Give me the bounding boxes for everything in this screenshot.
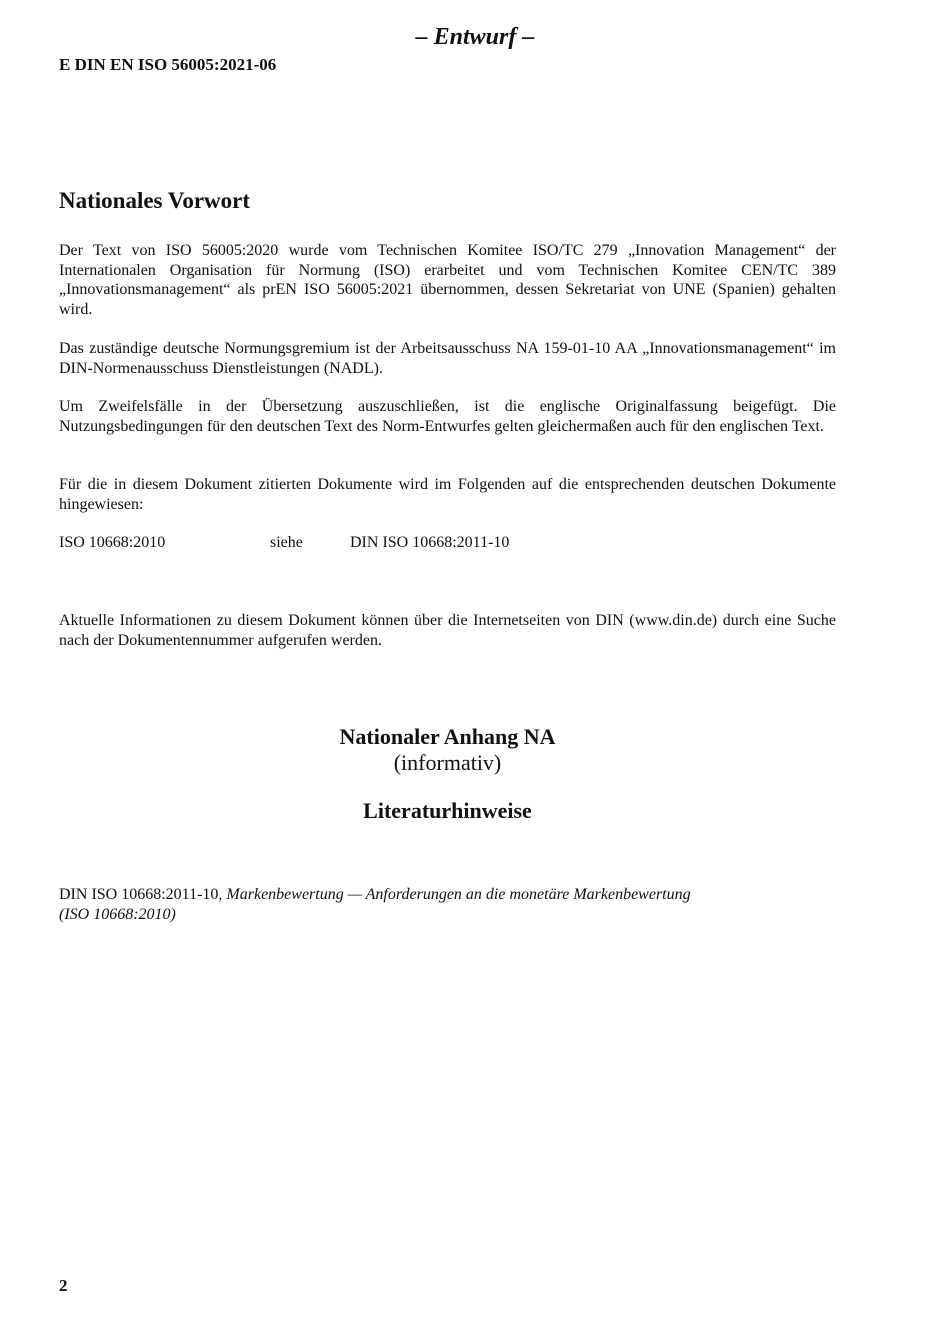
reference-see: siehe (270, 534, 303, 551)
bibliography-ref: DIN ISO 10668:2011-10, (59, 886, 223, 903)
annex-subtitle: (informativ) (393, 750, 502, 775)
foreword-paragraph-4: Für die in diesem Dokument zitierten Dokumente wird im Folgenden auf die entsprechenden deutschen Dokumente hingewiesen: (59, 476, 836, 513)
foreword-paragraph-2: Das zuständige deutsche Normungsgremium ist der Arbeitsausschuss NA 159-01-10 AA „Innovationsmanagement“ im DIN-Normenausschuss Dienstleistungen (NADL). (59, 340, 836, 377)
bibliography-entry (59, 885, 836, 924)
draft-mark: – Entwurf – (415, 24, 535, 50)
info-paragraph: Aktuelle Informationen zu diesem Dokument können über die Internetseiten von DIN (www.din.de) durch eine Suche nach der Dokumentennummer aufgerufen werden. (59, 612, 836, 649)
bibliography-title-text: Markenbewertung — Anforderungen an die monetäre Markenbewertung (226, 886, 691, 903)
document-id: E DIN EN ISO 56005:2021-06 (59, 55, 277, 74)
bibliography-title: Literaturhinweise (363, 798, 532, 823)
reference-din: DIN ISO 10668:2011-10 (350, 534, 510, 551)
annex-title: Nationaler Anhang NA (339, 724, 556, 749)
foreword-title: Nationales Vorwort (59, 188, 251, 213)
foreword-paragraph-3: Um Zweifelsfälle in der Übersetzung auszuschließen, ist die englische Originalfassung beigefügt. Die Nutzungsbedingungen für den deutschen Text des Norm-Entwurfes gelten gleichermaßen auch für den englischen Text. (59, 398, 836, 435)
foreword-paragraph-1: Der Text von ISO 56005:2020 wurde vom Technischen Komitee ISO/TC 279 „Innovation Management“ der Internationalen Organisation für Normung (ISO) erarbeitet und vom Technischen Komitee CEN/TC 389 „Innovationsmanagement“ als prEN ISO 56005:2021 übernommen, dessen Sekretariat von UNE (Spanien) gehalten wird. (59, 242, 836, 318)
page-number: 2 (59, 1276, 68, 1295)
bibliography-original: (ISO 10668:2010) (59, 905, 176, 923)
reference-iso: ISO 10668:2010 (59, 534, 166, 551)
